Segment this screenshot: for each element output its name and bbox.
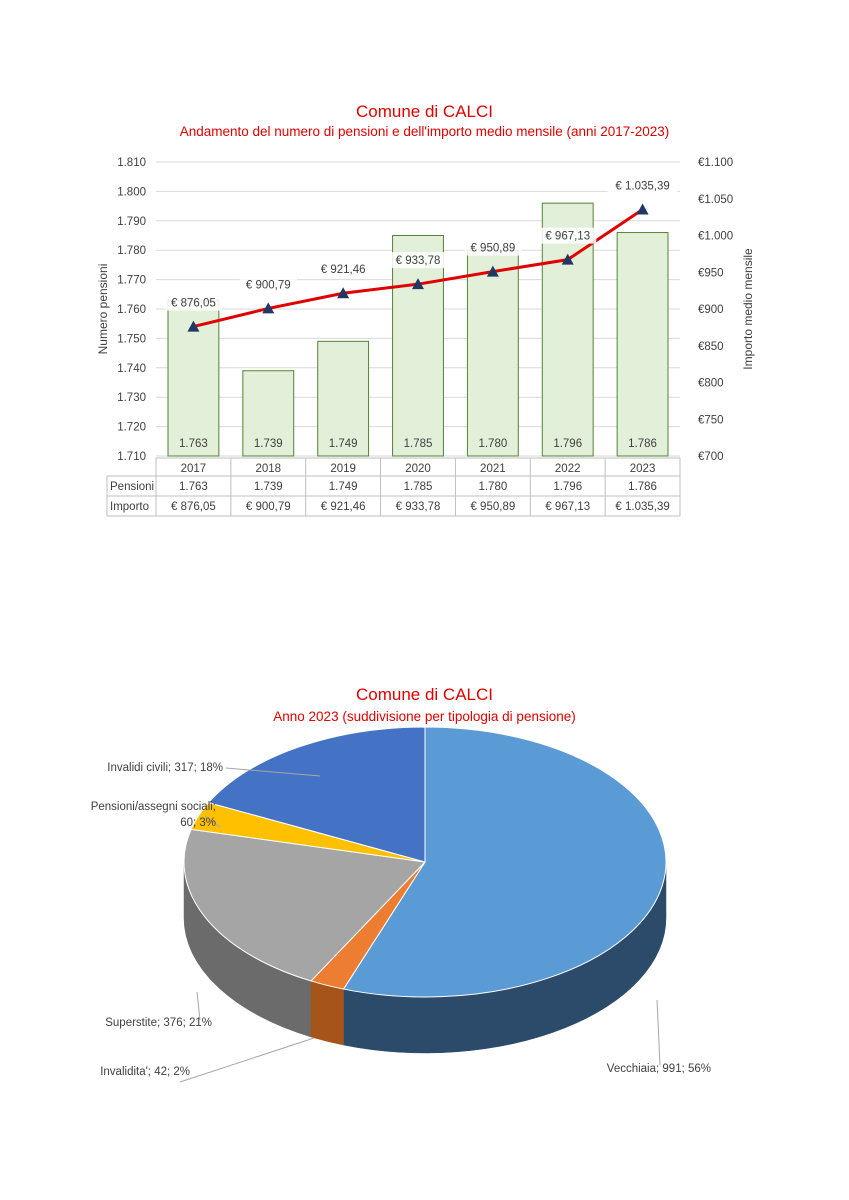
table-cell: € 876,05 [171, 501, 216, 513]
y2-tick-label: €1.050 [698, 193, 734, 206]
y2-tick-label: €750 [698, 414, 724, 427]
table-cell: 1.796 [553, 481, 583, 493]
chart2-title: Comune di CALCI [355, 685, 493, 704]
pie-label-sociali-line2: 60; 3% [180, 817, 216, 829]
y-tick-label: 1.790 [117, 215, 146, 228]
y2-tick-label: €850 [698, 340, 724, 353]
y2-tick-label: €800 [698, 377, 724, 390]
leader-line [180, 1038, 314, 1082]
y2-tick-label: €900 [698, 304, 724, 316]
bar-data-label: 1.785 [403, 438, 433, 450]
x-tick-label: 2021 [480, 463, 506, 475]
line-data-label: € 876,05 [171, 297, 216, 310]
table-row-header: Pensioni [110, 481, 155, 493]
bar-data-label: 1.780 [478, 438, 508, 450]
pie-label-superstite: Superstite; 376; 21% [105, 1017, 212, 1029]
pie-slice-side [311, 981, 344, 1045]
y-tick-label: 1.750 [117, 333, 146, 346]
y-tick-label: 1.710 [117, 451, 146, 463]
table-cell: 1.763 [179, 481, 208, 493]
y2-tick-label: €1.100 [698, 157, 734, 169]
y-tick-label: 1.810 [117, 157, 146, 169]
line-data-label: € 933,78 [395, 255, 441, 268]
y2-axis-title: Importo medio mensile [741, 248, 755, 370]
table-cell: € 921,46 [320, 501, 366, 513]
pie-label-sociali-line1: Pensioni/assegni sociali; [90, 801, 216, 813]
x-tick-label: 2019 [330, 463, 356, 475]
line-data-label: € 1.035,39 [615, 180, 670, 193]
chart1-title: Comune di CALCI [355, 102, 493, 121]
x-tick-label: 2017 [180, 463, 207, 475]
y2-tick-label: €1.000 [698, 230, 734, 243]
bar-data-label: 1.763 [179, 438, 208, 450]
y-tick-label: 1.720 [117, 421, 146, 434]
table-row-header: Importo [110, 501, 149, 513]
table-cell: € 950,89 [470, 501, 516, 513]
table-cell: € 900,79 [245, 501, 291, 513]
y2-tick-label: €700 [698, 451, 724, 463]
leader-line [197, 992, 200, 1020]
line-data-label: € 950,89 [470, 242, 516, 255]
pie-label-invalidi-civili: Invalidi civili; 317; 18% [107, 762, 223, 774]
chart1-subtitle: Andamento del numero di pensioni e dell'importo medio mensile (anni 2017-2023) [179, 124, 670, 139]
table-cell: 1.786 [628, 481, 657, 493]
bar-data-label: 1.796 [553, 438, 583, 450]
table-cell: 1.749 [328, 481, 358, 493]
pie-label-invalidita: Invalidita'; 42; 2% [100, 1066, 190, 1078]
line-data-label: € 967,13 [545, 230, 591, 243]
table-cell: 1.780 [478, 481, 508, 493]
line-data-label: € 921,46 [320, 264, 366, 277]
y-tick-label: 1.730 [117, 392, 146, 405]
chart2-subtitle: Anno 2023 (suddivisione per tipologia di pensione) [273, 709, 576, 724]
bar-data-label: 1.739 [253, 438, 283, 450]
y-tick-label: 1.800 [117, 186, 146, 199]
pie-label-vecchiaia: Vecchiaia; 991; 56% [606, 1063, 711, 1075]
bar-data-label: 1.786 [628, 438, 657, 450]
x-tick-label: 2020 [405, 463, 431, 475]
x-tick-label: 2018 [255, 463, 282, 475]
y-tick-label: 1.770 [117, 274, 146, 287]
y-axis-title: Numero pensioni [96, 263, 110, 355]
table-cell: 1.785 [403, 481, 433, 493]
table-cell: 1.739 [253, 481, 283, 493]
table-cell: € 1.035,39 [615, 501, 670, 513]
line-data-label: € 900,79 [245, 279, 291, 292]
x-tick-label: 2022 [554, 463, 581, 475]
table-cell: € 967,13 [545, 501, 591, 513]
y-tick-label: 1.780 [117, 245, 146, 258]
y-tick-label: 1.760 [117, 304, 146, 316]
table-cell: € 933,78 [395, 501, 441, 513]
leader-line [657, 1000, 660, 1065]
x-tick-label: 2023 [629, 463, 656, 475]
bar-data-label: 1.749 [328, 438, 358, 450]
y2-tick-label: €950 [698, 267, 724, 280]
y-tick-label: 1.740 [117, 362, 146, 375]
